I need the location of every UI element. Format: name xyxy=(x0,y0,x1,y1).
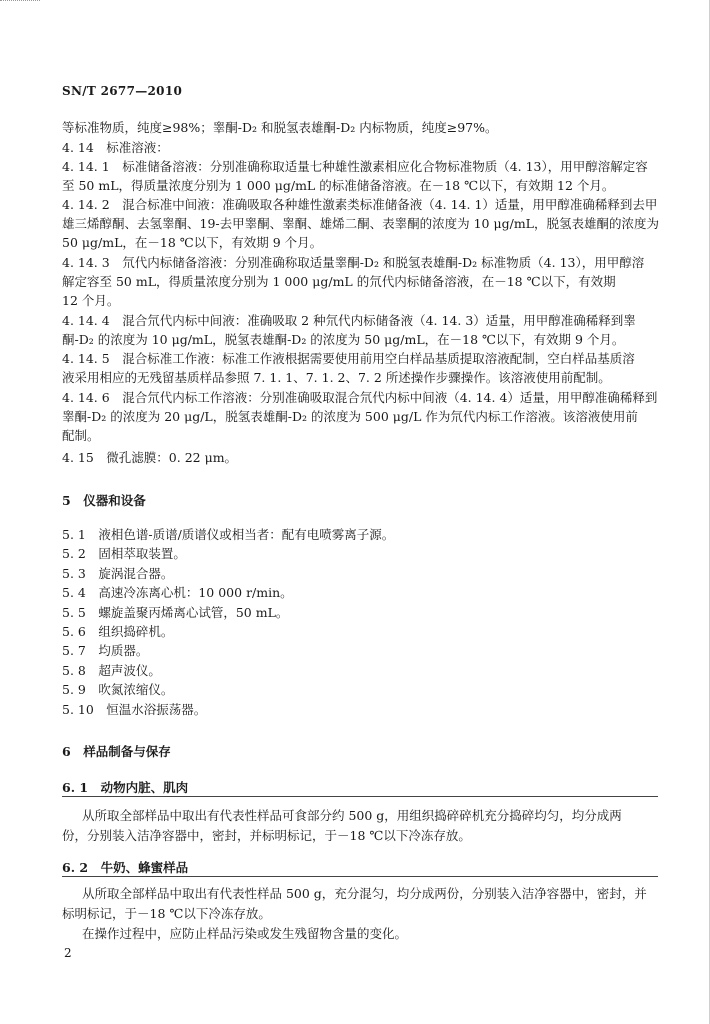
equipment-item: 5. 7 均质器。 xyxy=(62,643,149,658)
text-line: 4. 14. 1 标准储备溶液：分别准确称取适量七种雄性激素相应化合物标准物质（4. 13），用甲醇溶解定容 xyxy=(62,159,648,174)
text-line: 液采用相应的无残留基质样品参照 7. 1. 1、7. 1. 2、7. 2 所述操作步骤操作。该溶液使用前配制。 xyxy=(62,370,611,385)
text-line: 4. 14. 2 混合标准中间液：准确吸取各种雄性激素类标准储备液（4. 14. 1）适量，用甲醇准确稀释到去甲 xyxy=(62,197,658,212)
equipment-item: 5. 2 固相萃取装置。 xyxy=(62,546,186,561)
equipment-item: 5. 8 超声波仪。 xyxy=(62,663,161,678)
equipment-item: 5. 4 高速冷冻离心机：10 000 r/min。 xyxy=(62,585,293,600)
subsection-6-1-heading: 6. 1 动物内脏、肌肉 xyxy=(62,780,189,795)
text-line: 解定容至 50 mL，得质量浓度分别为 1 000 μg/mL 的氘代内标储备溶液，在－18 ℃以下，有效期 xyxy=(62,274,616,289)
text-line: 酮-D₂ 的浓度为 10 μg/mL，脱氢表雄酮-D₂ 的浓度为 50 μg/mL，在－18 ℃以下，有效期 9 个月。 xyxy=(62,332,625,347)
equipment-item: 5. 3 旋涡混合器。 xyxy=(62,566,174,581)
divider xyxy=(62,796,658,797)
paragraph-line: 份，分别装入洁净容器中，密封，并标明标记，于－18 ℃以下冷冻存放。 xyxy=(62,828,471,843)
paragraph-line: 标明标记，于－18 ℃以下冷冻存放。 xyxy=(62,906,271,921)
scan-mark xyxy=(0,0,40,4)
text-line: 配制。 xyxy=(62,428,100,443)
text-line: 4. 14. 6 混合氘代内标工作溶液：分别准确吸取混合氘代内标中间液（4. 14. 4）适量，用甲醇准确稀释到 xyxy=(62,390,658,405)
text-line: 50 μg/mL，在－18 ℃以下，有效期 9 个月。 xyxy=(62,235,323,250)
equipment-item: 5. 5 螺旋盖聚丙烯离心试管，50 mL。 xyxy=(62,605,289,620)
text-line: 雄三烯醇酮、去氢睾酮、19-去甲睾酮、睾酮、雄烯二酮、表睾酮的浓度为 10 μg/mL，脱氢表雄酮的浓度为 xyxy=(62,216,659,231)
text-line: 等标准物质，纯度≥98%；睾酮-D₂ 和脱氢表雄酮-D₂ 内标物质，纯度≥97%。 xyxy=(62,120,498,135)
paragraph-line: 从所取全部样品中取出有代表性样品可食部分约 500 g，用组织捣碎碎机充分捣碎均匀，均分成两 xyxy=(82,808,622,823)
equipment-item: 5. 9 吹氮浓缩仪。 xyxy=(62,682,174,697)
equipment-item: 5. 6 组织捣碎机。 xyxy=(62,624,174,639)
paragraph-line: 在操作过程中，应防止样品污染或发生残留物含量的变化。 xyxy=(82,926,408,941)
text-line: 12 个月。 xyxy=(62,293,120,308)
standard-number: SN/T 2677—2010 xyxy=(62,84,183,98)
equipment-item: 5. 1 液相色谱-质谱/质谱仪或相当者：配有电喷雾离子源。 xyxy=(62,527,395,542)
page-number: 2 xyxy=(64,946,72,960)
divider xyxy=(62,876,658,877)
clause-heading: 4. 14 标准溶液： xyxy=(62,140,169,155)
subsection-6-2-heading: 6. 2 牛奶、蜂蜜样品 xyxy=(62,860,189,875)
text-line: 4. 14. 3 氘代内标储备溶液：分别准确称取适量睾酮-D₂ 和脱氢表雄酮-D₂ 标准物质（4. 13），用甲醇溶 xyxy=(62,255,645,270)
paragraph-line: 从所取全部样品中取出有代表性样品 500 g，充分混匀，均分成两份，分别装入洁净容器中，密封，并 xyxy=(82,886,647,901)
equipment-item: 5. 10 恒温水浴振荡器。 xyxy=(62,702,207,717)
text-line: 至 50 mL，得质量浓度分别为 1 000 μg/mL 的标准储备溶液。在－18 ℃以下，有效期 12 个月。 xyxy=(62,178,615,193)
section-5-heading: 5 仪器和设备 xyxy=(62,493,146,508)
section-6-heading: 6 样品制备与保存 xyxy=(62,744,171,759)
text-line: 4. 14. 4 混合氘代内标中间液：准确吸取 2 种氘代内标储备液（4. 14. 3）适量，用甲醇准确稀释到睾 xyxy=(62,313,636,328)
text-line: 4. 15 微孔滤膜：0. 22 μm。 xyxy=(62,450,238,465)
text-line: 4. 14. 5 混合标准工作液：标准工作液根据需要使用前用空白样品基质提取溶液配制，空白样品基质溶 xyxy=(62,351,635,366)
text-line: 睾酮-D₂ 的浓度为 20 μg/L，脱氢表雄酮-D₂ 的浓度为 500 μg/L 作为氘代内标工作溶液。该溶液使用前 xyxy=(62,409,638,424)
